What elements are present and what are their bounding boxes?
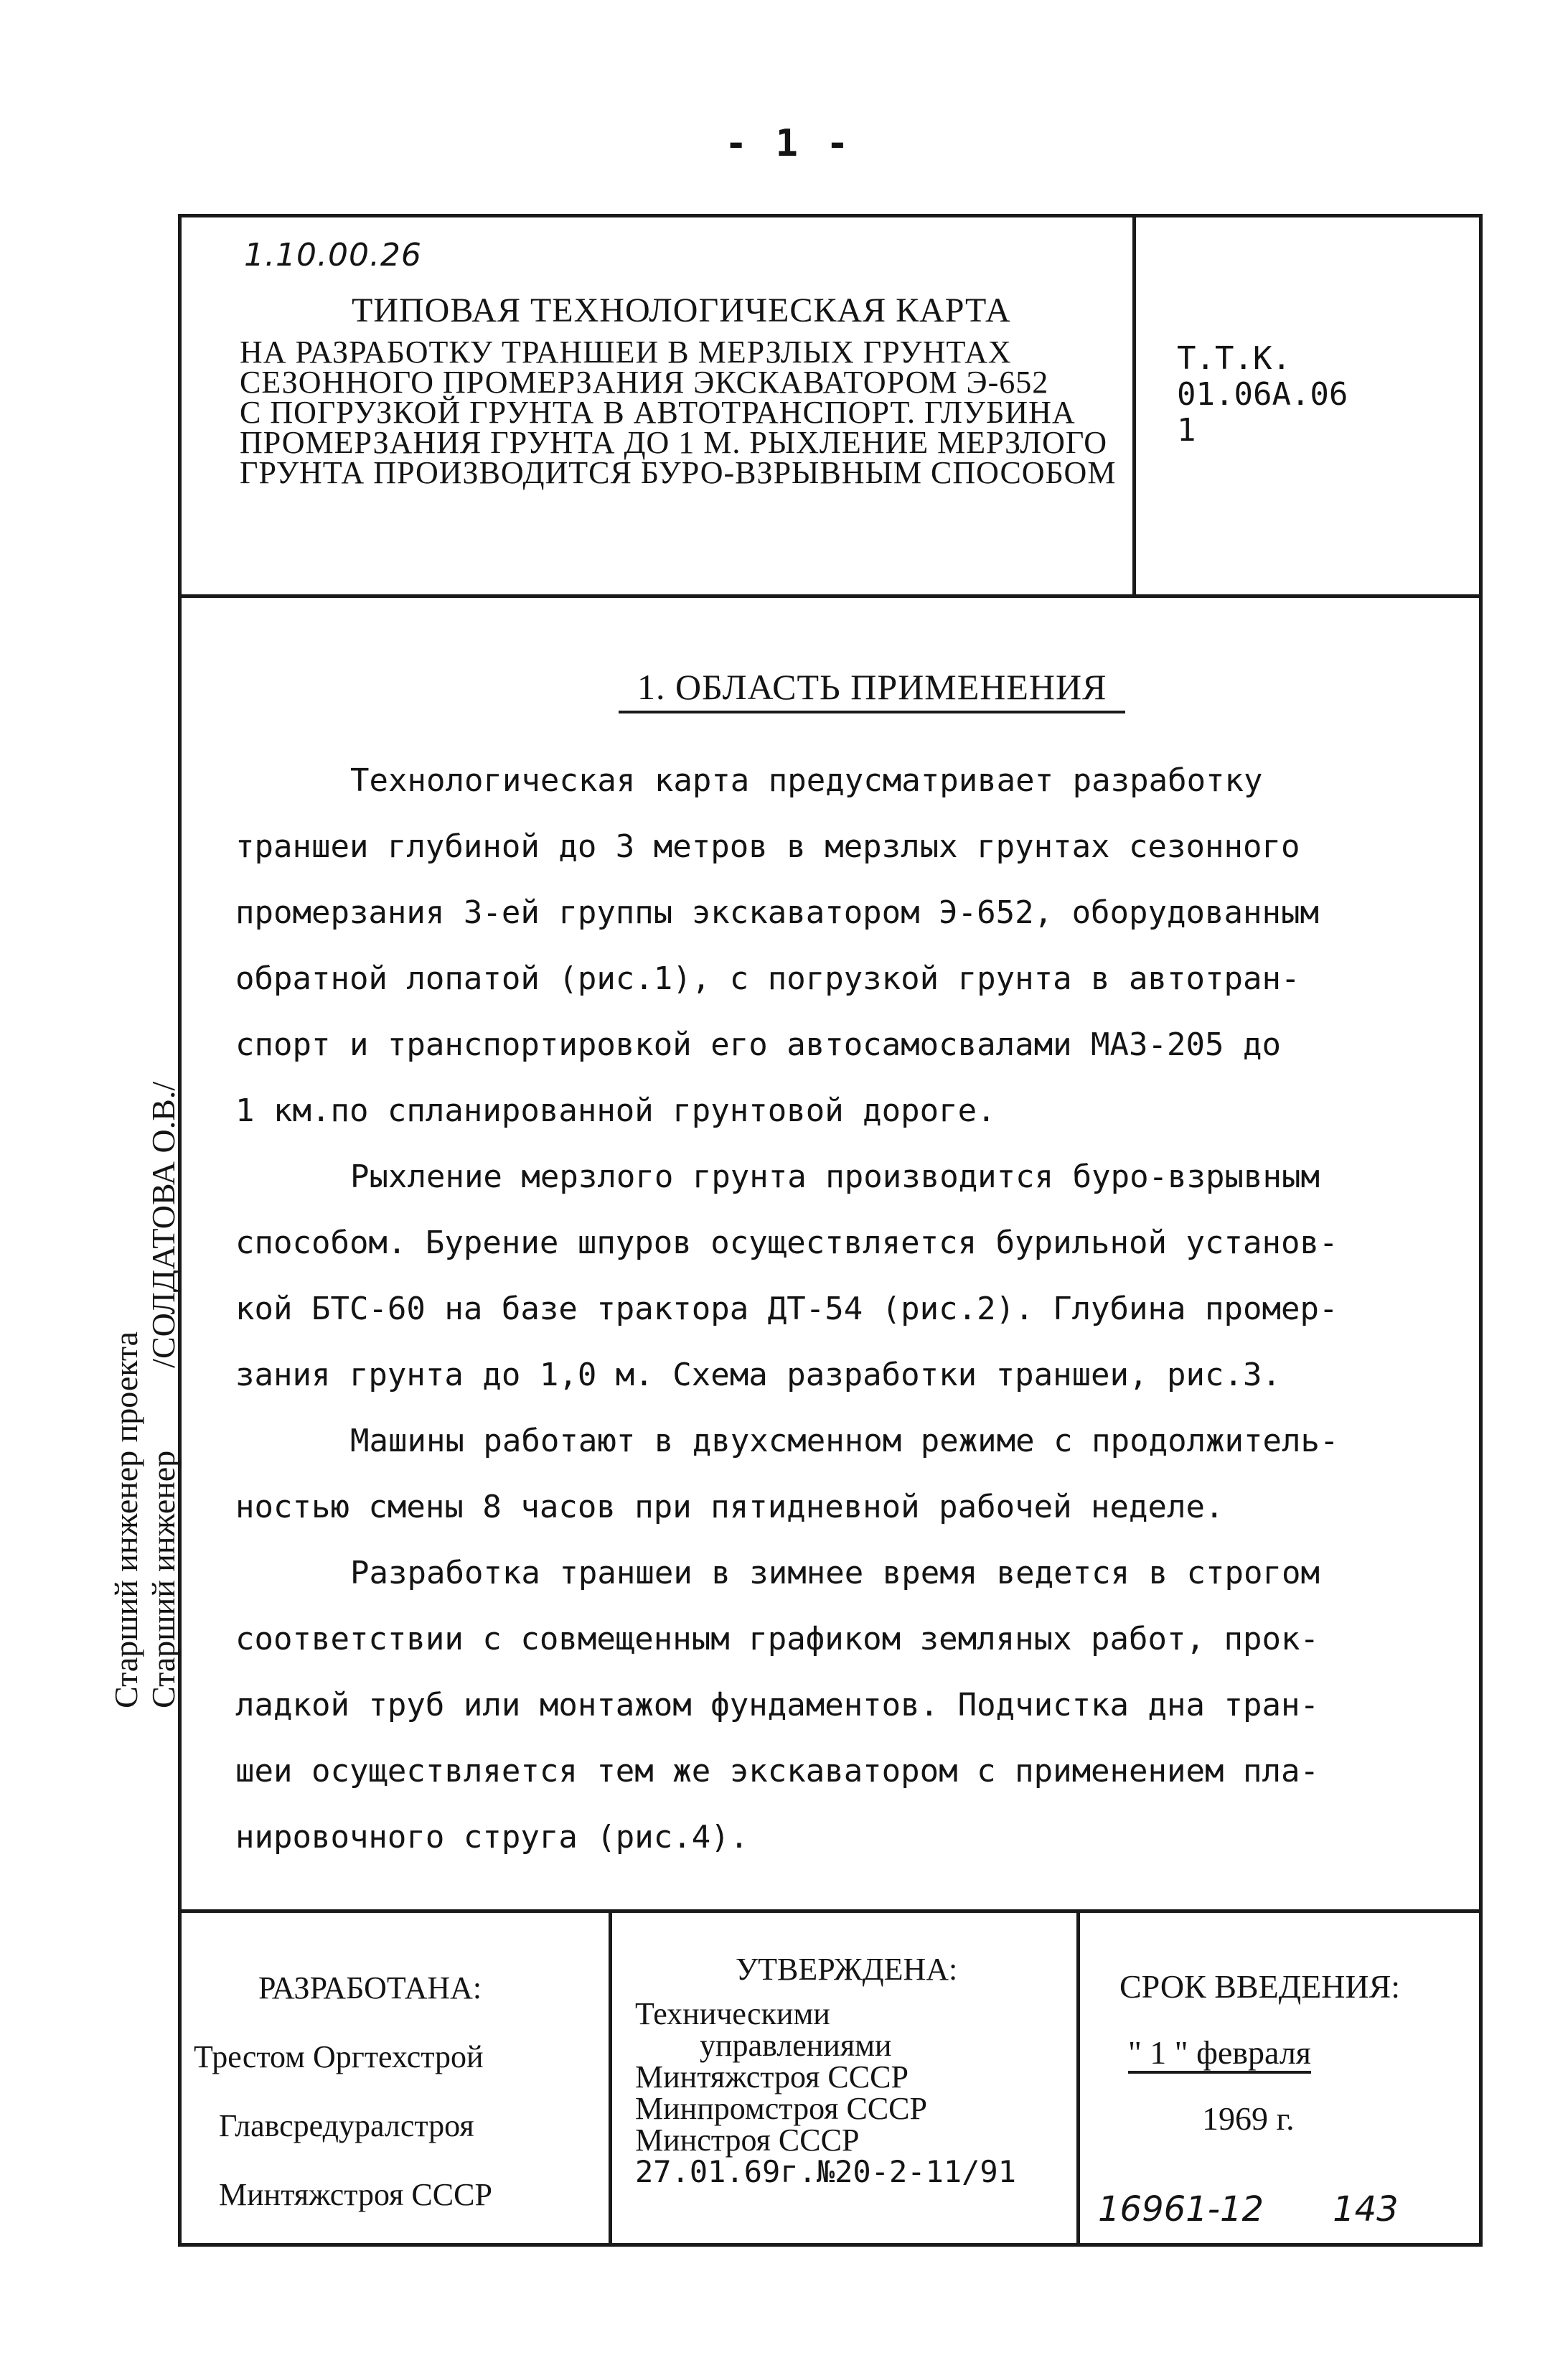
ttk-label: Т.Т.К. bbox=[1177, 340, 1291, 377]
approved-line: Минстроя СССР bbox=[635, 2122, 860, 2158]
approval-reference: 27.01.69г.№20-2-11/91 bbox=[635, 2154, 1017, 2189]
effective-day: 1 bbox=[1150, 2034, 1167, 2071]
subtitle-line: С ПОГРУЗКОЙ ГРУНТА В АВТОТРАНСПОРТ. ГЛУБИНА bbox=[240, 395, 1076, 430]
subtitle-line: НА РАЗРАБОТКУ ТРАНШЕИ В МЕРЗЛЫХ ГРУНТАХ bbox=[240, 334, 1012, 370]
archive-stamp bbox=[1098, 2189, 1468, 2229]
quote-close: " bbox=[1174, 2034, 1188, 2071]
subtitle-line: СЕЗОННОГО ПРОМЕРЗАНИЯ ЭКСКАВАТОРОМ Э-652 bbox=[240, 365, 1049, 400]
ttk-sheet: 1 bbox=[1177, 412, 1196, 449]
effective-heading: СРОК ВВЕДЕНИЯ: bbox=[1119, 1968, 1401, 2005]
developed-by-block bbox=[194, 1954, 492, 2229]
approved-line: управлениями bbox=[700, 2028, 892, 2063]
text-line: зания грунта до 1,0 м. Схема разработки траншеи, рис.3. bbox=[235, 1357, 1281, 1393]
document-subtitle bbox=[240, 334, 1130, 490]
text-line: соответствии с совмещенным графиком земляных работ, прок- bbox=[235, 1621, 1319, 1657]
paragraph-1 bbox=[235, 748, 1412, 1144]
page-number: - 1 - bbox=[725, 122, 852, 165]
footer-divider bbox=[178, 1909, 1483, 1913]
header-column-divider bbox=[1132, 214, 1136, 596]
text-line: обратной лопатой (рис.1), с погрузкой грунта в автотран- bbox=[235, 960, 1300, 997]
archive-page: 143 bbox=[1333, 2189, 1399, 2229]
footer-column-divider-2 bbox=[1076, 1909, 1080, 2247]
effective-date-block bbox=[1119, 1954, 1400, 2152]
subtitle-line: ГРУНТА ПРОИЗВОДИТСЯ БУРО-ВЗРЫВНЫМ СПОСОБОМ bbox=[240, 455, 1117, 490]
paragraph-3 bbox=[235, 1408, 1412, 1540]
developed-line: Главсредуралстроя bbox=[219, 2108, 474, 2143]
developed-line: Трестом Оргтехстрой bbox=[194, 2039, 484, 2074]
approved-heading: УТВЕРЖДЕНА: bbox=[736, 1952, 958, 1987]
quote-open: " bbox=[1128, 2034, 1142, 2071]
approved-by-block bbox=[635, 1954, 1016, 2188]
paragraph-2 bbox=[235, 1144, 1412, 1408]
text-line: ладкой труб или монтажом фундаментов. Подчистка дна тран- bbox=[235, 1687, 1319, 1723]
text-line: шеи осуществляется тем же экскаватором с применением пла- bbox=[235, 1753, 1319, 1789]
header-divider bbox=[178, 594, 1483, 598]
signature-sidebar bbox=[108, 1082, 182, 1708]
text-line: нировочного струга (рис.4). bbox=[235, 1819, 749, 1855]
sidebar-line-1: Старший инженер проекта bbox=[108, 1331, 144, 1708]
ttk-block bbox=[1177, 341, 1348, 449]
text-line: промерзания 3-ей группы экскаватором Э-652, оборудованным bbox=[235, 894, 1319, 931]
text-line: Разработка траншеи в зимнее время ведется в строгом bbox=[350, 1555, 1320, 1591]
approved-line: Минпромстроя СССР bbox=[635, 2091, 927, 2126]
text-line: спорт и транспортировкой его автосамосвалами МАЗ-205 до bbox=[235, 1026, 1281, 1063]
text-line: Рыхление мерзлого грунта производится буро-взрывным bbox=[350, 1159, 1320, 1195]
text-line: 1 км.по спланированной грунтовой дороге. bbox=[235, 1092, 996, 1129]
footer-column-divider-1 bbox=[609, 1909, 612, 2247]
text-line: способом. Бурение шпуров осуществляется бурильной установ- bbox=[235, 1225, 1338, 1261]
document-title: ТИПОВАЯ ТЕХНОЛОГИЧЕСКАЯ КАРТА bbox=[352, 291, 1011, 329]
subtitle-line: ПРОМЕРЗАНИЯ ГРУНТА ДО 1 М. РЫХЛЕНИЕ МЕРЗЛОГО bbox=[240, 425, 1108, 460]
archive-number: 16961-12 bbox=[1098, 2189, 1264, 2229]
effective-year: 1969 г. bbox=[1202, 2100, 1295, 2137]
sidebar-line-2: Старший инженер /СОЛДАТОВА О.В./ bbox=[145, 1081, 182, 1708]
effective-month: февраля bbox=[1196, 2034, 1311, 2071]
developed-line: Минтяжстроя СССР bbox=[219, 2177, 492, 2212]
text-line: Технологическая карта предусматривает разработку bbox=[350, 762, 1263, 799]
text-line: кой БТС-60 на базе трактора ДТ-54 (рис.2). Глубина промер- bbox=[235, 1291, 1338, 1327]
text-line: ностью смены 8 часов при пятидневной рабочей неделе. bbox=[235, 1489, 1224, 1525]
effective-date bbox=[1119, 2020, 1400, 2086]
text-line: Машины работают в двухсменном режиме с продолжитель- bbox=[350, 1423, 1339, 1459]
developed-heading: РАЗРАБОТАНА: bbox=[258, 1970, 482, 2005]
paragraph-4 bbox=[235, 1540, 1412, 1871]
approved-line: Техническими bbox=[635, 1996, 830, 2031]
text-line: траншеи глубиной до 3 метров в мерзлых грунтах сезонного bbox=[235, 828, 1300, 865]
approved-line: Минтяжстроя СССР bbox=[635, 2059, 909, 2094]
section-heading: 1. ОБЛАСТЬ ПРИМЕНЕНИЯ bbox=[619, 666, 1125, 713]
document-code: 1.10.00.26 bbox=[244, 237, 422, 273]
ttk-number: 01.06А.06 bbox=[1177, 376, 1348, 413]
